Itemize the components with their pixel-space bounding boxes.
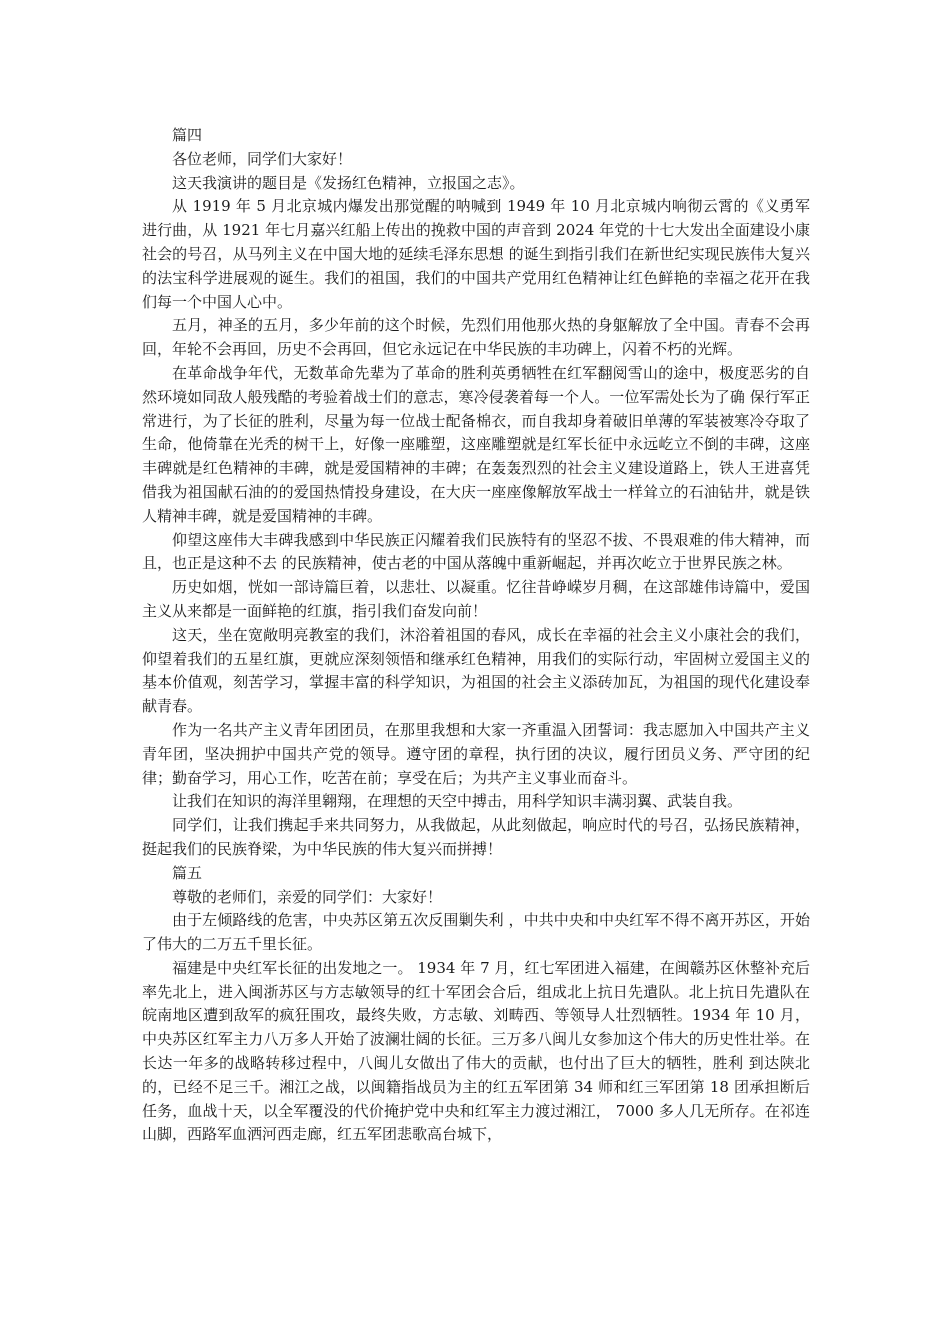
paragraph: 作为一名共产主义青年团团员，在那里我想和大家一齐重温入团誓词：我志愿加入中国共产主义青年团，坚决拥护中国共产党的领导。遵守团的章程，执行团的决议，履行团员义务、严守团的纪律；勤奋学习，用心工作，吃苦在前；享受在后；为共产主义事业而奋斗。 <box>142 720 810 787</box>
paragraph: 福建是中央红军长征的出发地之一。 1934 年 7 月，红七军团进入福建，在闽赣苏区休整补充后率先北上，进入闽浙苏区与方志敏领导的红十军团会合后，组成北上抗日先遣队。北上抗日先遣队在皖南地区遭到敌军的疯狂围攻，最终失败，方志敏、刘畴西、等领导人壮烈牺牲。1934 年 10 月，中央苏区红军主力八万多人开始了波澜壮阔的长征。三万多八闽儿女参加这个伟大的历史性壮举。在长达一年多的战略转移过程中，八闽儿女做出了伟大的贡献，也付出了巨大的牺牲，胜利 到达陕北的，已经不足三千。湘江之战，以闽籍指战员为主的红五军团第 34 师和红三军团第 18 团承担断后任务，血战十天，以全军覆没的代价掩护党中央和红军主力渡过湘江， 7000 多人几无所存。在祁连山脚，西路军血洒河西走廊，红五军团悲歌高台城下， <box>142 958 810 1144</box>
section-heading: 篇四 <box>172 126 203 144</box>
paragraph: 历史如烟，恍如一部诗篇巨着，以悲壮、以凝重。忆往昔峥嵘岁月稠，在这部雄伟诗篇中，爱国主义从来都是一面鲜艳的红旗，指引我们奋发向前！ <box>142 578 810 620</box>
paragraph: 各位老师，同学们大家好！ <box>172 149 353 168</box>
paragraph: 在革命战争年代，无数革命先辈为了革命的胜利英勇牺牲在红军翻阅雪山的途中，极度恶劣的自然环境如同敌人般残酷的考验着战士们的意志，寒冷侵袭着每一个人。一位军需处长为了确 保行军正常进行，为了长征的胜利，尽量为每一位战士配备棉衣，而自我却身着破旧单薄的军装被寒冷夺取了生命，他倚靠在光秃的树干上，好像一座雕塑，这座雕塑就是红军长征中永远屹立不倒的丰碑，这座丰碑就是红色精神的丰碑，就是爱国精神的丰碑；在轰轰烈烈的社会主义建设道路上，铁人王进喜凭借我为祖国献石油的的爱国热情投身建设，在大庆一座座像解放军战士一样耸立的石油钻井，就是铁人精神丰碑，就是爱国精神的丰碑。 <box>142 363 810 525</box>
paragraph: 这天我演讲的题目是《发扬红色精神，立报国之志》。 <box>172 173 525 192</box>
paragraph: 让我们在知识的海洋里翱翔，在理想的天空中搏击，用科学知识丰满羽翼、武装自我。 <box>172 792 743 811</box>
paragraph: 同学们，让我们携起手来共同努力，从我做起，从此刻做起，响应时代的号召，弘扬民族精神，挺起我们的民族脊梁，为中华民族的伟大复兴而拼搏！ <box>142 816 810 858</box>
paragraph: 仰望这座伟大丰碑我感到中华民族正闪耀着我们民族特有的坚忍不拔、不畏艰难的伟大精神，而且，也正是这种不去 的民族精神，使古老的中国从落魄中重新崛起，并再次屹立于世界民族之林。 <box>142 530 810 573</box>
paragraph: 由于左倾路线的危害，中央苏区第五次反围剿失利 ，中共中央和中央红军不得不离开苏区，开始了伟大的二万五千里长征。 <box>142 911 810 954</box>
document-page <box>142 124 810 1147</box>
paragraph: 从 1919 年 5 月北京城内爆发出那觉醒的呐喊到 1949 年 10 月北京城内响彻云霄的《义勇军进行曲，从 1921 年七月嘉兴红船上传出的挽救中国的声音到 2024 年党的十七大发出全面建设小康社会的号召，从马列主义在中国大地的延续毛泽东思想 的诞生到指引我们在新世纪实现民族伟大复兴的法宝科学进展观的诞生。我们的祖国，我们的中国共产党用红色精神让红色鲜艳的幸福之花开在我们每一个中国人心中。 <box>142 197 810 311</box>
section-heading: 篇五 <box>172 863 203 882</box>
paragraph: 尊敬的老师们，亲爱的同学们：大家好！ <box>172 887 443 906</box>
paragraph: 这天，坐在宽敞明亮教室的我们，沐浴着祖国的春风，成长在幸福的社会主义小康社会的我们，仰望着我们的五星红旗，更就应深刻领悟和继承红色精神，用我们的实际行动，牢固树立爱国主义的基本价值观，刻苦学习，掌握丰富的科学知识，为祖国的社会主义添砖加瓦，为祖国的现代化建设奉献青春。 <box>142 625 810 716</box>
paragraph: 五月，神圣的五月，多少年前的这个时候，先烈们用他那火热的身躯解放了全中国。青春不会再回，年轮不会再回，历史不会再回，但它永远记在中华民族的丰功碑上，闪着不朽的光辉。 <box>142 316 810 359</box>
